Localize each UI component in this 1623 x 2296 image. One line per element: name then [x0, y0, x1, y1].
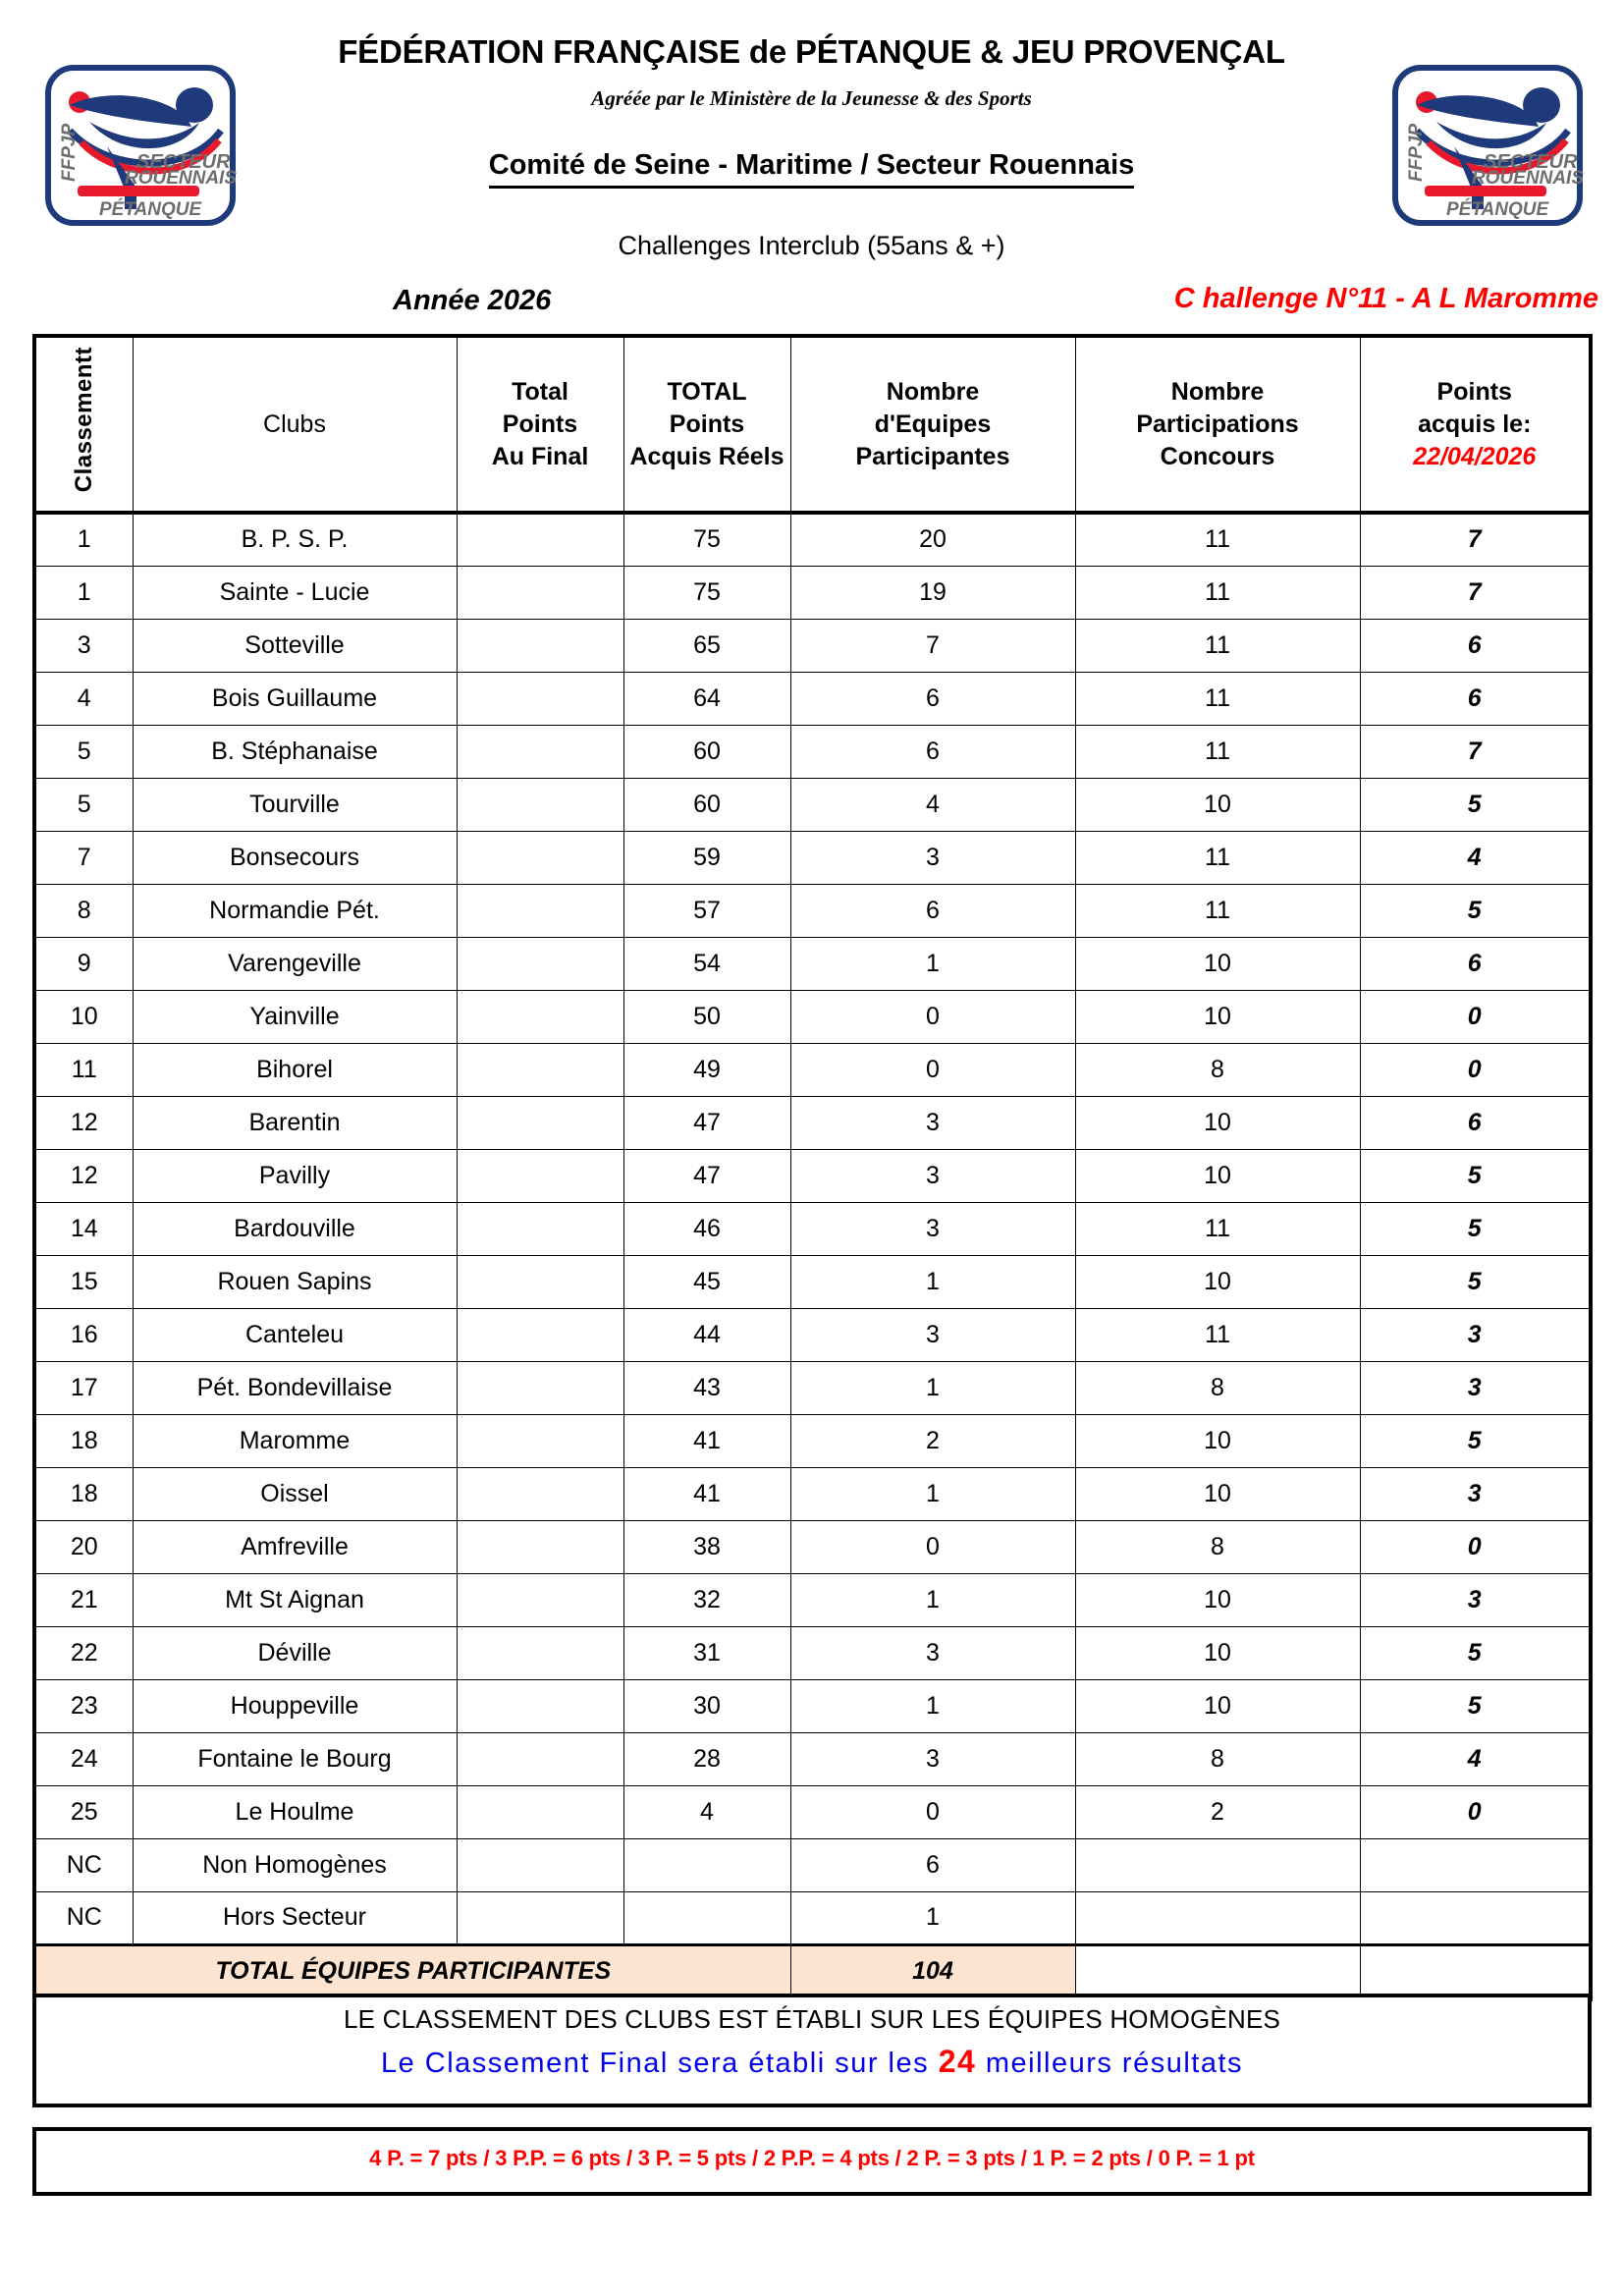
row-points-acquis: [1360, 1891, 1591, 1944]
row-total-final: [457, 1838, 623, 1891]
row-total-acquis: 54: [623, 937, 790, 990]
row-participations: 10: [1075, 1626, 1360, 1679]
row-total-final: [457, 1308, 623, 1361]
row-points-acquis: 4: [1360, 831, 1591, 884]
row-total-acquis: 32: [623, 1573, 790, 1626]
row-total-acquis: 64: [623, 672, 790, 725]
row-points-acquis: 7: [1360, 513, 1591, 566]
table-row: [34, 1626, 1591, 1679]
row-total-final: [457, 1785, 623, 1838]
col-header-concours-l3: Concours: [1160, 442, 1275, 470]
col-header-concours-l1: Nombre: [1170, 377, 1265, 406]
table-row: [34, 937, 1591, 990]
row-club: Le Houlme: [133, 1785, 457, 1838]
row-participations: 11: [1075, 725, 1360, 778]
col-header-equipes-l3: Participantes: [855, 442, 1010, 470]
col-header-nombre-participations: [1075, 336, 1360, 513]
row-participations: 11: [1075, 566, 1360, 619]
row-rank: 11: [34, 1043, 133, 1096]
row-participations: 11: [1075, 619, 1360, 672]
row-nombre-equipes: 1: [790, 937, 1075, 990]
row-points-acquis: 7: [1360, 725, 1591, 778]
row-total-acquis: 41: [623, 1414, 790, 1467]
row-total-acquis: 41: [623, 1467, 790, 1520]
row-club: B. P. S. P.: [133, 513, 457, 566]
row-points-acquis: 5: [1360, 884, 1591, 937]
row-total-acquis: 30: [623, 1679, 790, 1732]
row-participations: [1075, 1891, 1360, 1944]
table-body: [34, 513, 1591, 1999]
col-header-nombre-equipes: [790, 336, 1075, 513]
svg-text:SECTEUR: SECTEUR: [1484, 151, 1578, 173]
row-participations: 10: [1075, 778, 1360, 831]
note-line2-after: meilleurs résultats: [976, 2048, 1244, 2079]
table-row: [34, 1838, 1591, 1891]
row-nombre-equipes: 6: [790, 884, 1075, 937]
accreditation-line: Agréée par le Ministère de la Jeunesse & des Sports: [591, 86, 1032, 110]
row-club: Oissel: [133, 1467, 457, 1520]
row-total-acquis: 45: [623, 1255, 790, 1308]
row-points-acquis: 6: [1360, 672, 1591, 725]
row-nombre-equipes: 3: [790, 1096, 1075, 1149]
col-header-points-l2: acquis le:: [1418, 410, 1532, 438]
table-row: [34, 1096, 1591, 1149]
row-points-acquis: 5: [1360, 1626, 1591, 1679]
row-participations: 8: [1075, 1043, 1360, 1096]
col-header-points-acquis-date: [1360, 336, 1591, 513]
table-row: [34, 1043, 1591, 1096]
table-row: [34, 778, 1591, 831]
row-total-acquis: 50: [623, 990, 790, 1043]
col-header-final-l3: Au Final: [491, 442, 589, 470]
total-row-empty: [1360, 1944, 1591, 1999]
classification-note-box: [32, 1994, 1592, 2107]
row-rank: 25: [34, 1785, 133, 1838]
col-header-equipes-l2: d'Equipes: [874, 410, 992, 438]
row-total-final: [457, 1255, 623, 1308]
col-header-clubs: Clubs: [133, 336, 457, 513]
svg-text:SECTEUR: SECTEUR: [136, 151, 231, 173]
row-participations: 11: [1075, 1202, 1360, 1255]
row-nombre-equipes: 1: [790, 1573, 1075, 1626]
row-points-acquis: 6: [1360, 1096, 1591, 1149]
total-row-label: TOTAL ÉQUIPES PARTICIPANTES: [34, 1944, 790, 1999]
table-row: [34, 1732, 1591, 1785]
row-nombre-equipes: 1: [790, 1255, 1075, 1308]
row-nombre-equipes: 3: [790, 1732, 1075, 1785]
row-total-acquis: 75: [623, 513, 790, 566]
table-row: [34, 566, 1591, 619]
row-total-acquis: 49: [623, 1043, 790, 1096]
row-nombre-equipes: 6: [790, 725, 1075, 778]
svg-text:ROUENNAIS: ROUENNAIS: [1472, 168, 1585, 189]
row-rank: 1: [34, 513, 133, 566]
col-header-classement: [34, 336, 133, 513]
row-total-acquis: 60: [623, 778, 790, 831]
row-nombre-equipes: 2: [790, 1414, 1075, 1467]
row-points-acquis: 3: [1360, 1361, 1591, 1414]
row-club: Sainte - Lucie: [133, 566, 457, 619]
table-row: [34, 672, 1591, 725]
table-row: [34, 1520, 1591, 1573]
row-points-acquis: 0: [1360, 990, 1591, 1043]
table-row: [34, 1361, 1591, 1414]
row-participations: 10: [1075, 1679, 1360, 1732]
row-total-final: [457, 884, 623, 937]
row-total-final: [457, 990, 623, 1043]
row-rank: 21: [34, 1573, 133, 1626]
table-row: [34, 884, 1591, 937]
col-header-final-l1: Total: [512, 377, 568, 406]
row-participations: 11: [1075, 831, 1360, 884]
row-rank: 8: [34, 884, 133, 937]
table-row: [34, 990, 1591, 1043]
row-points-acquis: 0: [1360, 1043, 1591, 1096]
row-participations: [1075, 1838, 1360, 1891]
row-points-acquis: 5: [1360, 1202, 1591, 1255]
row-rank: 5: [34, 725, 133, 778]
svg-text:PÉTANQUE: PÉTANQUE: [1446, 199, 1549, 220]
row-total-acquis: 46: [623, 1202, 790, 1255]
row-points-acquis: 3: [1360, 1308, 1591, 1361]
col-header-classement-label: Classementt: [70, 347, 97, 493]
row-rank: 7: [34, 831, 133, 884]
row-nombre-equipes: 3: [790, 1308, 1075, 1361]
row-total-acquis: 28: [623, 1732, 790, 1785]
row-total-acquis: 4: [623, 1785, 790, 1838]
row-rank: 23: [34, 1679, 133, 1732]
row-rank: 14: [34, 1202, 133, 1255]
col-header-points-l1: Points: [1436, 377, 1512, 406]
competition-subtitle: Challenges Interclub (55ans & +): [618, 231, 1005, 260]
row-club: Normandie Pét.: [133, 884, 457, 937]
table-row: [34, 1149, 1591, 1202]
row-total-final: [457, 619, 623, 672]
table-row: [34, 725, 1591, 778]
row-total-final: [457, 566, 623, 619]
row-total-final: [457, 1573, 623, 1626]
row-points-acquis: 6: [1360, 937, 1591, 990]
table-row: [34, 831, 1591, 884]
row-points-acquis: [1360, 1838, 1591, 1891]
row-total-acquis: 47: [623, 1149, 790, 1202]
row-nombre-equipes: 1: [790, 1467, 1075, 1520]
row-points-acquis: 5: [1360, 1679, 1591, 1732]
row-club: Hors Secteur: [133, 1891, 457, 1944]
row-nombre-equipes: 20: [790, 513, 1075, 566]
row-participations: 8: [1075, 1520, 1360, 1573]
row-club: Bois Guillaume: [133, 672, 457, 725]
total-row-value: 104: [790, 1944, 1075, 1999]
col-header-final-l2: Points: [502, 410, 578, 438]
row-rank: 1: [34, 566, 133, 619]
row-total-final: [457, 513, 623, 566]
row-points-acquis: 3: [1360, 1467, 1591, 1520]
row-rank: 20: [34, 1520, 133, 1573]
table-row: [34, 1679, 1591, 1732]
table-row: [34, 1891, 1591, 1944]
col-header-total-points-final: [457, 336, 623, 513]
committee-title-text: Comité de Seine - Maritime / Secteur Rouennais: [489, 149, 1135, 189]
col-header-points-date: 22/04/2026: [1413, 442, 1537, 470]
table-row: [34, 1308, 1591, 1361]
row-total-acquis: 59: [623, 831, 790, 884]
standings-table: [32, 334, 1593, 2001]
row-club: Sotteville: [133, 619, 457, 672]
row-nombre-equipes: 0: [790, 1043, 1075, 1096]
row-total-final: [457, 1202, 623, 1255]
table-row: [34, 1255, 1591, 1308]
note-line2-highlight: 24: [938, 2044, 977, 2079]
classification-note-line2: [36, 2044, 1588, 2080]
row-points-acquis: 5: [1360, 1255, 1591, 1308]
svg-text:FFPJP: FFPJP: [1406, 123, 1427, 182]
row-rank: NC: [34, 1891, 133, 1944]
row-total-acquis: 65: [623, 619, 790, 672]
row-total-acquis: 60: [623, 725, 790, 778]
row-total-final: [457, 1520, 623, 1573]
row-club: Amfreville: [133, 1520, 457, 1573]
row-participations: 2: [1075, 1785, 1360, 1838]
row-club: Déville: [133, 1626, 457, 1679]
row-points-acquis: 5: [1360, 778, 1591, 831]
scoring-legend-text: 4 P. = 7 pts / 3 P.P. = 6 pts / 3 P. = 5 pts / 2 P.P. = 4 pts / 2 P. = 3 pts / 1 P. = 2 pts / 0 P. = 1 pt: [369, 2146, 1255, 2170]
table-row: [34, 1467, 1591, 1520]
row-club: Canteleu: [133, 1308, 457, 1361]
row-nombre-equipes: 0: [790, 1520, 1075, 1573]
row-participations: 11: [1075, 513, 1360, 566]
col-header-total-points-acquis: [623, 336, 790, 513]
row-total-final: [457, 831, 623, 884]
row-club: Pavilly: [133, 1149, 457, 1202]
row-nombre-equipes: 19: [790, 566, 1075, 619]
row-club: Rouen Sapins: [133, 1255, 457, 1308]
svg-text:PÉTANQUE: PÉTANQUE: [99, 199, 202, 220]
row-club: Barentin: [133, 1096, 457, 1149]
row-points-acquis: 5: [1360, 1414, 1591, 1467]
row-total-acquis: [623, 1891, 790, 1944]
table-header: [34, 336, 1591, 513]
row-nombre-equipes: 0: [790, 990, 1075, 1043]
row-club: Pét. Bondevillaise: [133, 1361, 457, 1414]
row-nombre-equipes: 4: [790, 778, 1075, 831]
col-header-concours-l2: Participations: [1136, 410, 1299, 438]
row-club: Fontaine le Bourg: [133, 1732, 457, 1785]
row-club: Mt St Aignan: [133, 1573, 457, 1626]
row-club: Yainville: [133, 990, 457, 1043]
row-nombre-equipes: 3: [790, 1202, 1075, 1255]
note-line2-before: Le Classement Final sera établi sur les: [380, 2048, 939, 2079]
row-rank: NC: [34, 1838, 133, 1891]
row-nombre-equipes: 3: [790, 831, 1075, 884]
row-club: Bonsecours: [133, 831, 457, 884]
row-points-acquis: 6: [1360, 619, 1591, 672]
row-points-acquis: 0: [1360, 1785, 1591, 1838]
row-total-final: [457, 672, 623, 725]
row-participations: 11: [1075, 1308, 1360, 1361]
col-header-equipes-l1: Nombre: [886, 377, 980, 406]
row-nombre-equipes: 1: [790, 1361, 1075, 1414]
committee-title: [0, 149, 1623, 182]
row-total-final: [457, 1149, 623, 1202]
row-total-acquis: 43: [623, 1361, 790, 1414]
row-club: Non Homogènes: [133, 1838, 457, 1891]
row-total-acquis: 57: [623, 884, 790, 937]
row-total-final: [457, 778, 623, 831]
row-total-final: [457, 1467, 623, 1520]
table-row: [34, 1414, 1591, 1467]
row-club: Houppeville: [133, 1679, 457, 1732]
col-header-acquis-l1: TOTAL: [667, 377, 747, 406]
standings-table-wrapper: [32, 334, 1592, 2001]
row-rank: 4: [34, 672, 133, 725]
row-nombre-equipes: 1: [790, 1679, 1075, 1732]
row-points-acquis: 7: [1360, 566, 1591, 619]
row-club: B. Stéphanaise: [133, 725, 457, 778]
svg-text:FFPJP: FFPJP: [59, 123, 80, 182]
row-rank: 12: [34, 1096, 133, 1149]
row-rank: 12: [34, 1149, 133, 1202]
row-rank: 18: [34, 1467, 133, 1520]
total-row: [34, 1944, 1591, 1999]
row-participations: 10: [1075, 1414, 1360, 1467]
row-rank: 24: [34, 1732, 133, 1785]
row-participations: 10: [1075, 937, 1360, 990]
header-row: [34, 336, 1591, 513]
row-nombre-equipes: 3: [790, 1149, 1075, 1202]
row-total-acquis: [623, 1838, 790, 1891]
row-total-final: [457, 1679, 623, 1732]
federation-title: FÉDÉRATION FRANÇAISE de PÉTANQUE & JEU PROVENÇAL: [338, 33, 1285, 70]
season-year: Année 2026: [393, 285, 552, 316]
table-row: [34, 619, 1591, 672]
row-nombre-equipes: 6: [790, 672, 1075, 725]
document-header: [0, 0, 1623, 326]
table-row: [34, 1573, 1591, 1626]
row-nombre-equipes: 3: [790, 1626, 1075, 1679]
row-rank: 9: [34, 937, 133, 990]
row-nombre-equipes: 6: [790, 1838, 1075, 1891]
row-participations: 10: [1075, 1096, 1360, 1149]
row-total-final: [457, 1732, 623, 1785]
row-participations: 8: [1075, 1732, 1360, 1785]
row-total-acquis: 38: [623, 1520, 790, 1573]
row-club: Bihorel: [133, 1043, 457, 1096]
row-participations: 10: [1075, 1573, 1360, 1626]
row-club: Bardouville: [133, 1202, 457, 1255]
row-points-acquis: 3: [1360, 1573, 1591, 1626]
row-participations: 10: [1075, 1149, 1360, 1202]
row-participations: 8: [1075, 1361, 1360, 1414]
row-participations: 10: [1075, 990, 1360, 1043]
row-club: Maromme: [133, 1414, 457, 1467]
row-total-final: [457, 1414, 623, 1467]
row-total-final: [457, 1891, 623, 1944]
challenge-label: C hallenge N°11 - A L Maromme: [1173, 283, 1598, 314]
row-rank: 3: [34, 619, 133, 672]
scoring-legend-box: [32, 2127, 1592, 2196]
table-row: [34, 1785, 1591, 1838]
row-rank: 16: [34, 1308, 133, 1361]
row-points-acquis: 0: [1360, 1520, 1591, 1573]
row-total-acquis: 31: [623, 1626, 790, 1679]
row-participations: 11: [1075, 672, 1360, 725]
row-participations: 10: [1075, 1255, 1360, 1308]
row-rank: 15: [34, 1255, 133, 1308]
row-total-final: [457, 937, 623, 990]
classification-note-line1: LE CLASSEMENT DES CLUBS EST ÉTABLI SUR LES ÉQUIPES HOMOGÈNES: [343, 2004, 1281, 2034]
row-total-final: [457, 1361, 623, 1414]
row-total-final: [457, 1096, 623, 1149]
row-rank: 18: [34, 1414, 133, 1467]
row-rank: 22: [34, 1626, 133, 1679]
row-participations: 11: [1075, 884, 1360, 937]
table-row: [34, 513, 1591, 566]
total-row-empty: [1075, 1944, 1360, 1999]
row-total-acquis: 47: [623, 1096, 790, 1149]
row-total-final: [457, 1043, 623, 1096]
row-total-final: [457, 725, 623, 778]
row-nombre-equipes: 1: [790, 1891, 1075, 1944]
row-total-acquis: 75: [623, 566, 790, 619]
row-participations: 10: [1075, 1467, 1360, 1520]
table-row: [34, 1202, 1591, 1255]
row-total-acquis: 44: [623, 1308, 790, 1361]
row-rank: 17: [34, 1361, 133, 1414]
row-rank: 5: [34, 778, 133, 831]
row-points-acquis: 5: [1360, 1149, 1591, 1202]
row-total-final: [457, 1626, 623, 1679]
row-nombre-equipes: 7: [790, 619, 1075, 672]
row-points-acquis: 4: [1360, 1732, 1591, 1785]
col-header-acquis-l3: Acquis Réels: [629, 442, 784, 470]
row-club: Varengeville: [133, 937, 457, 990]
row-club: Tourville: [133, 778, 457, 831]
row-nombre-equipes: 0: [790, 1785, 1075, 1838]
svg-text:ROUENNAIS: ROUENNAIS: [125, 168, 238, 189]
row-rank: 10: [34, 990, 133, 1043]
col-header-acquis-l2: Points: [669, 410, 745, 438]
